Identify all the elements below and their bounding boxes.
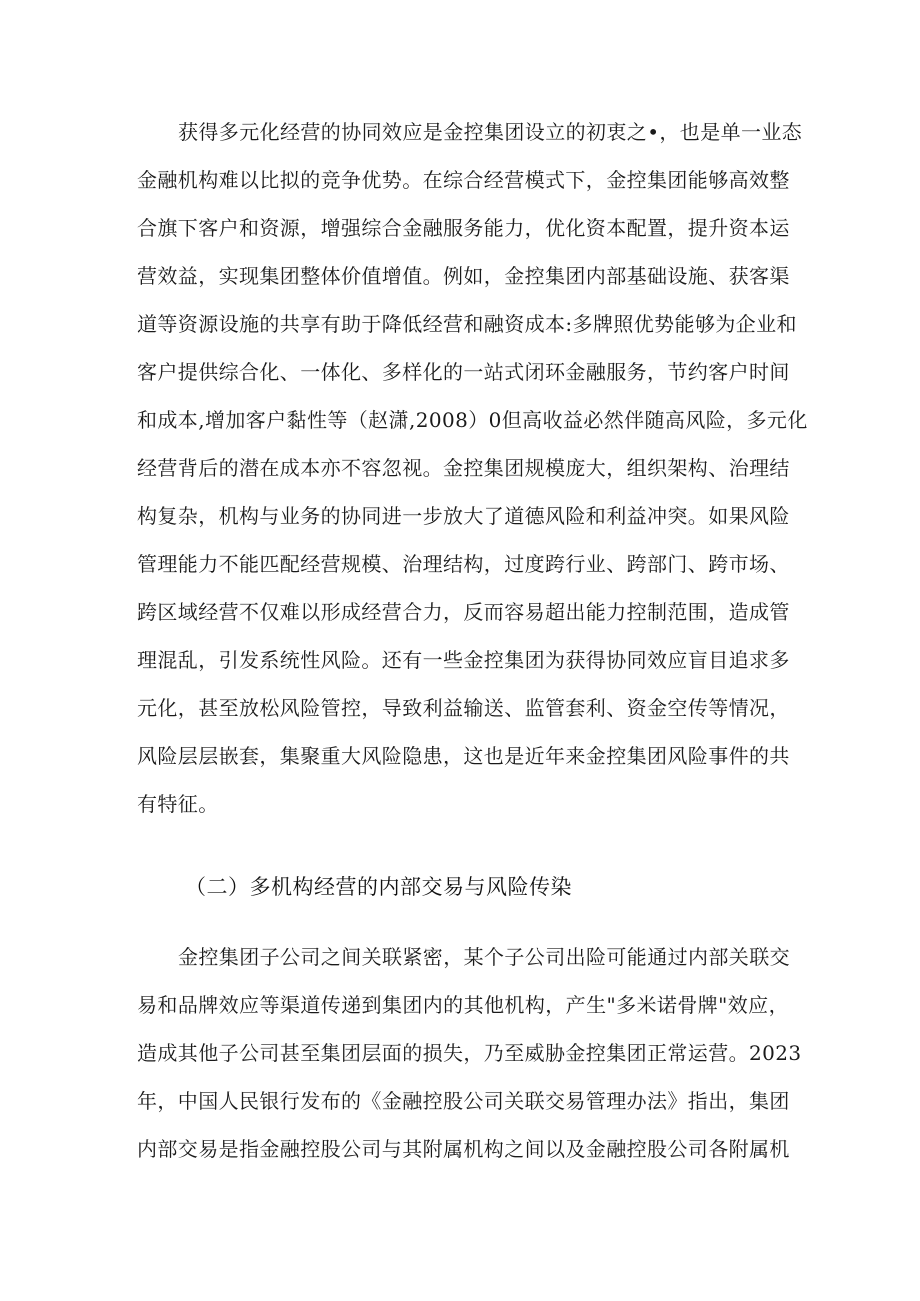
- paragraph-line: 造成其他子公司甚至集团层面的损失，乃至威胁金控集团正常运营。2023: [137, 1041, 802, 1065]
- paragraph-line: 元化，甚至放松风险管控，导致利益输送、监管套利、资金空传等情况，: [137, 696, 790, 720]
- paragraph-line: 和成本,增加客户黏性等（赵潇,2008）0但高收益必然伴随高风险，多元化: [137, 408, 808, 432]
- paragraph-line: 道等资源设施的共享有助于降低经营和融资成本:多牌照优势能够为企业和: [137, 312, 797, 336]
- section-heading: （二）多机构经营的内部交易与风险传染: [185, 875, 572, 899]
- paragraph-line: 构复杂，机构与业务的协同进一步放大了道德风险和利益冲突。如果风险: [137, 504, 790, 528]
- paragraph-line: 获得多元化经营的协同效应是金控集团设立的初衷之•，也是单一业态: [178, 120, 803, 144]
- paragraph-line: 金控集团子公司之间关联紧密，某个子公司出险可能通过内部关联交: [178, 945, 790, 969]
- paragraph-line: 理混乱，引发系统性风险。还有一些金控集团为获得协同效应盲目追求多: [137, 648, 790, 672]
- paragraph-line: 客户提供综合化、一体化、多样化的一站式闭环金融服务，节约客户时间: [137, 360, 790, 384]
- paragraph-line: 金融机构难以比拟的竞争优势。在综合经营模式下，金控集团能够高效整: [137, 168, 790, 192]
- paragraph-line: 风险层层嵌套，集聚重大风险隐患，这也是近年来金控集团风险事件的共: [137, 744, 790, 768]
- paragraph-line: 营效益，实现集团整体价值增值。例如，金控集团内部基础设施、获客渠: [137, 264, 790, 288]
- paragraph-line: 跨区域经营不仅难以形成经营合力，反而容易超出能力控制范围，造成管: [137, 600, 790, 624]
- paragraph-line: 管理能力不能匹配经营规模、治理结构，过度跨行业、跨部门、跨市场、: [137, 552, 790, 576]
- paragraph-line: 合旗下客户和资源，增强综合金融服务能力，优化资本配置，提升资本运: [137, 216, 790, 240]
- paragraph-line: 经营背后的潜在成本亦不容忽视。金控集团规模庞大，组织架构、治理结: [137, 456, 790, 480]
- paragraph-line: 年，中国人民银行发布的《金融控股公司关联交易管理办法》指出，集团: [137, 1089, 790, 1113]
- paragraph-line: 易和品牌效应等渠道传递到集团内的其他机构，产生"多米诺骨牌"效应，: [137, 993, 789, 1017]
- paragraph-line: 有特征。: [137, 792, 219, 816]
- paragraph-line: 内部交易是指金融控股公司与其附属机构之间以及金融控股公司各附属机: [137, 1137, 790, 1161]
